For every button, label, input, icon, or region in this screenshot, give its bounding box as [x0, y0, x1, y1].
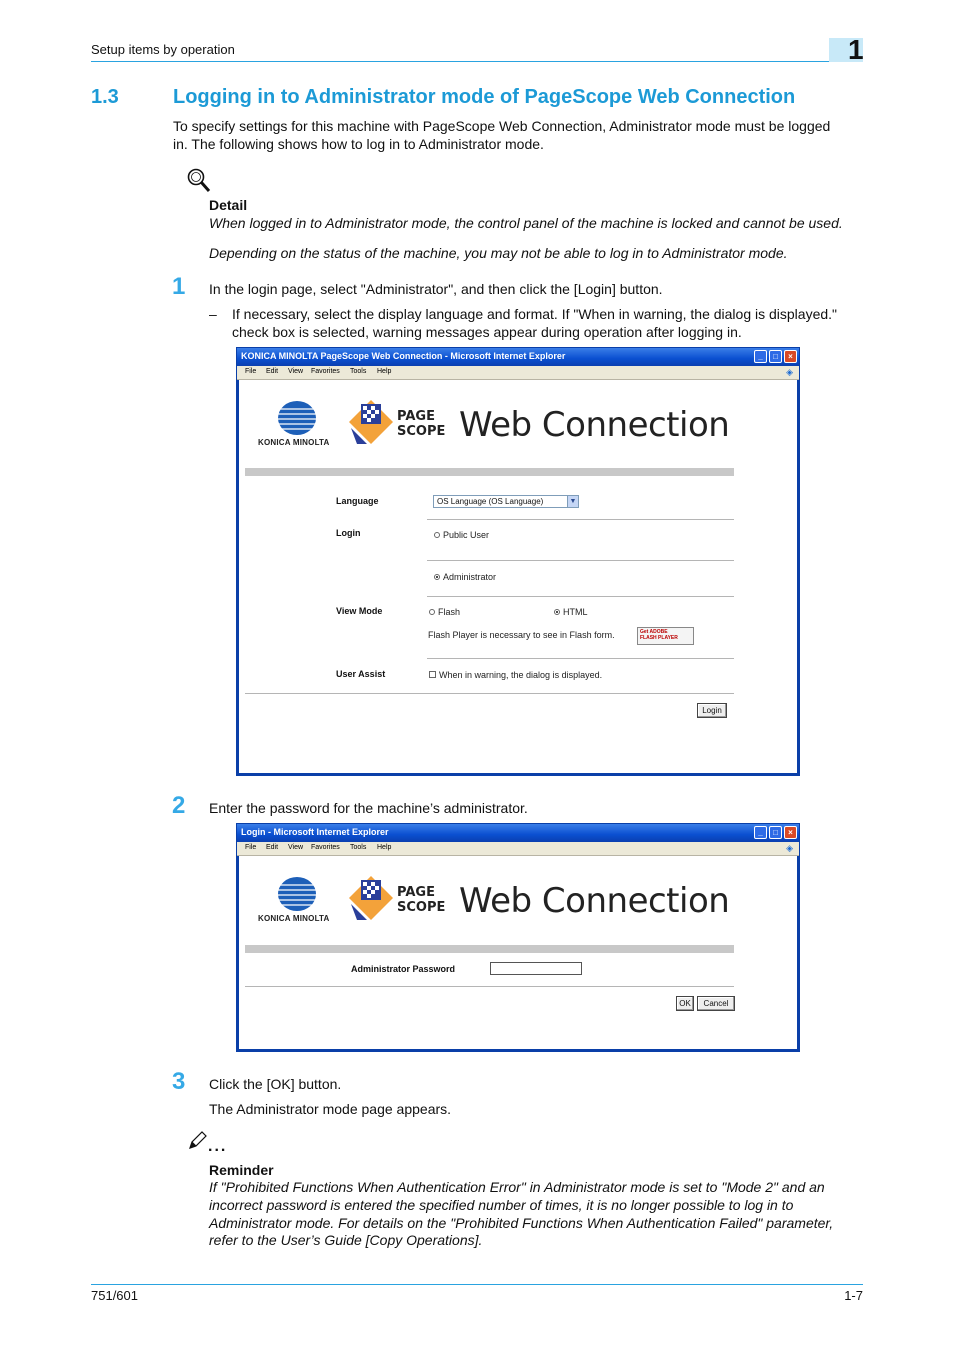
row-divider — [427, 596, 734, 597]
header-divider-bar — [245, 945, 734, 953]
menu-file[interactable]: File — [245, 368, 257, 375]
intro-line-2: in. The following shows how to log in to Administrator mode. — [173, 136, 544, 152]
ok-button[interactable]: OK — [676, 996, 694, 1011]
menu-tools[interactable]: Tools — [350, 368, 367, 375]
administrator-radio[interactable] — [434, 572, 496, 582]
pagescope-logo-icon — [347, 874, 395, 924]
reminder-line-1: If "Prohibited Functions When Authentication Error" in Administrator mode is set to "Mode 2" and an — [209, 1179, 825, 1195]
close-icon[interactable]: × — [784, 826, 797, 839]
row-divider — [427, 658, 734, 659]
checkbox-icon — [429, 671, 436, 678]
section-number: 1.3 — [91, 86, 119, 108]
user-assist-label: User Assist — [336, 669, 386, 679]
menu-tools[interactable]: Tools — [350, 844, 367, 851]
public-user-label: Public User — [443, 530, 490, 540]
reminder-line-2: incorrect password is entered the specified number of times, it is no longer possible to log in to — [209, 1197, 794, 1213]
step-2-text: Enter the password for the machine’s administrator. — [209, 800, 528, 816]
html-label: HTML — [563, 607, 588, 617]
login-button[interactable]: Login — [697, 703, 727, 718]
radio-off-icon — [429, 609, 435, 615]
cancel-button[interactable]: Cancel — [697, 996, 735, 1011]
html-radio[interactable] — [554, 607, 588, 617]
menu-help[interactable]: Help — [377, 844, 392, 851]
window-title: KONICA MINOLTA PageScope Web Connection - Microsoft Internet Explorer — [241, 351, 566, 361]
flash-label: Flash — [438, 607, 461, 617]
menu-favorites[interactable]: Favorites — [311, 844, 340, 851]
login-page-screenshot — [236, 347, 800, 776]
step-3-result: The Administrator mode page appears. — [209, 1101, 452, 1117]
section-title: Logging in to Administrator mode of PageScope Web Connection — [173, 86, 796, 108]
step-1-number: 1 — [172, 273, 186, 300]
menu-bar — [237, 366, 799, 380]
pagescope-word-2: SCOPE — [397, 424, 446, 439]
login-label: Login — [336, 528, 361, 538]
minimize-icon[interactable]: _ — [754, 826, 767, 839]
footer-model: 751/601 — [91, 1288, 138, 1303]
product-name: Web Connection — [459, 881, 730, 921]
pagescope-word-1: PAGE — [397, 885, 435, 900]
pagescope-word-2: SCOPE — [397, 900, 446, 915]
konica-minolta-globe-icon — [277, 400, 317, 436]
window-title: Login - Microsoft Internet Explorer — [241, 827, 389, 837]
detail-line-2: Depending on the status of the machine, you may not be able to log in to Administrator mode. — [209, 245, 788, 261]
menu-edit[interactable]: Edit — [266, 368, 279, 375]
public-user-radio[interactable] — [434, 530, 489, 540]
password-page-screenshot — [236, 823, 800, 1052]
step-2-number: 2 — [172, 792, 186, 819]
get-flash-player-badge[interactable] — [637, 627, 694, 645]
user-assist-option: When in warning, the dialog is displayed. — [439, 670, 603, 680]
flash-radio[interactable] — [429, 607, 460, 617]
footer-page-number: 1-7 — [844, 1288, 863, 1303]
menu-view[interactable]: View — [288, 844, 304, 851]
pagescope-word-1: PAGE — [397, 409, 435, 424]
pencil-icon — [186, 1130, 208, 1152]
konica-minolta-globe-icon — [277, 876, 317, 912]
step-3-text: Click the [OK] button. — [209, 1076, 342, 1092]
magnifier-icon — [186, 167, 212, 195]
view-mode-label: View Mode — [336, 606, 383, 616]
brand-name: KONICA MINOLTA — [258, 438, 330, 447]
detail-heading: Detail — [209, 197, 248, 213]
menu-file[interactable]: File — [245, 844, 257, 851]
brand-name: KONICA MINOLTA — [258, 914, 330, 923]
flash-note: Flash Player is necessary to see in Flash form. — [428, 630, 615, 640]
password-label: Administrator Password — [351, 964, 456, 974]
radio-on-icon — [554, 609, 560, 615]
windows-flag-icon: ◈ — [786, 367, 793, 377]
administrator-label: Administrator — [443, 572, 497, 582]
reminder-line-4: refer to the User’s Guide [Copy Operations]. — [209, 1232, 483, 1248]
step-1-sub-line-2: check box is selected, warning messages appear during operation after logging in. — [232, 324, 742, 340]
chapter-number: 1 — [848, 34, 864, 65]
language-select[interactable] — [433, 495, 579, 508]
user-assist-checkbox[interactable] — [429, 670, 602, 680]
product-name: Web Connection — [459, 405, 730, 445]
menu-edit[interactable]: Edit — [266, 844, 279, 851]
header-rule — [91, 61, 863, 62]
flash-badge-line-2: FLASH PLAYER — [640, 635, 678, 641]
language-select-value: OS Language (OS Language) — [437, 497, 544, 506]
form-end-divider — [245, 693, 734, 694]
maximize-icon[interactable]: □ — [769, 826, 782, 839]
radio-off-icon — [434, 532, 440, 538]
chevron-down-icon: ▼ — [567, 496, 578, 507]
language-label: Language — [336, 496, 379, 506]
menu-view[interactable]: View — [288, 368, 304, 375]
footer-rule — [91, 1284, 863, 1285]
maximize-icon[interactable]: □ — [769, 350, 782, 363]
intro-line-1: To specify settings for this machine with PageScope Web Connection, Administrator mode must be logged — [173, 118, 831, 134]
reminder-heading: Reminder — [209, 1162, 274, 1178]
step-3-number: 3 — [172, 1068, 186, 1095]
reminder-dots: ... — [208, 1138, 228, 1155]
windows-flag-icon: ◈ — [786, 843, 793, 853]
step-1-sub-line-1: If necessary, select the display language and format. If "When in warning, the dialog is displayed." — [232, 306, 838, 322]
radio-on-icon — [434, 574, 440, 580]
row-divider — [427, 560, 734, 561]
close-icon[interactable]: × — [784, 350, 797, 363]
minimize-icon[interactable]: _ — [754, 350, 767, 363]
menu-bar — [237, 842, 799, 856]
flash-badge-line-1: Get ADOBE — [640, 629, 668, 635]
running-header: Setup items by operation — [91, 42, 235, 57]
header-divider-bar — [245, 468, 734, 476]
form-end-divider — [245, 986, 734, 987]
reminder-line-3: Administrator mode. For details on the "Prohibited Functions When Authentication Failed" parameter, — [209, 1215, 834, 1231]
row-divider — [427, 519, 734, 520]
menu-favorites[interactable]: Favorites — [311, 368, 340, 375]
step-1-text: In the login page, select "Administrator", and then click the [Login] button. — [209, 281, 663, 297]
password-input[interactable] — [490, 962, 582, 975]
detail-line-1: When logged in to Administrator mode, the control panel of the machine is locked and cannot be used. — [209, 215, 843, 231]
menu-help[interactable]: Help — [377, 368, 392, 375]
pagescope-logo-icon — [347, 398, 395, 448]
step-1-dash: – — [209, 306, 217, 322]
